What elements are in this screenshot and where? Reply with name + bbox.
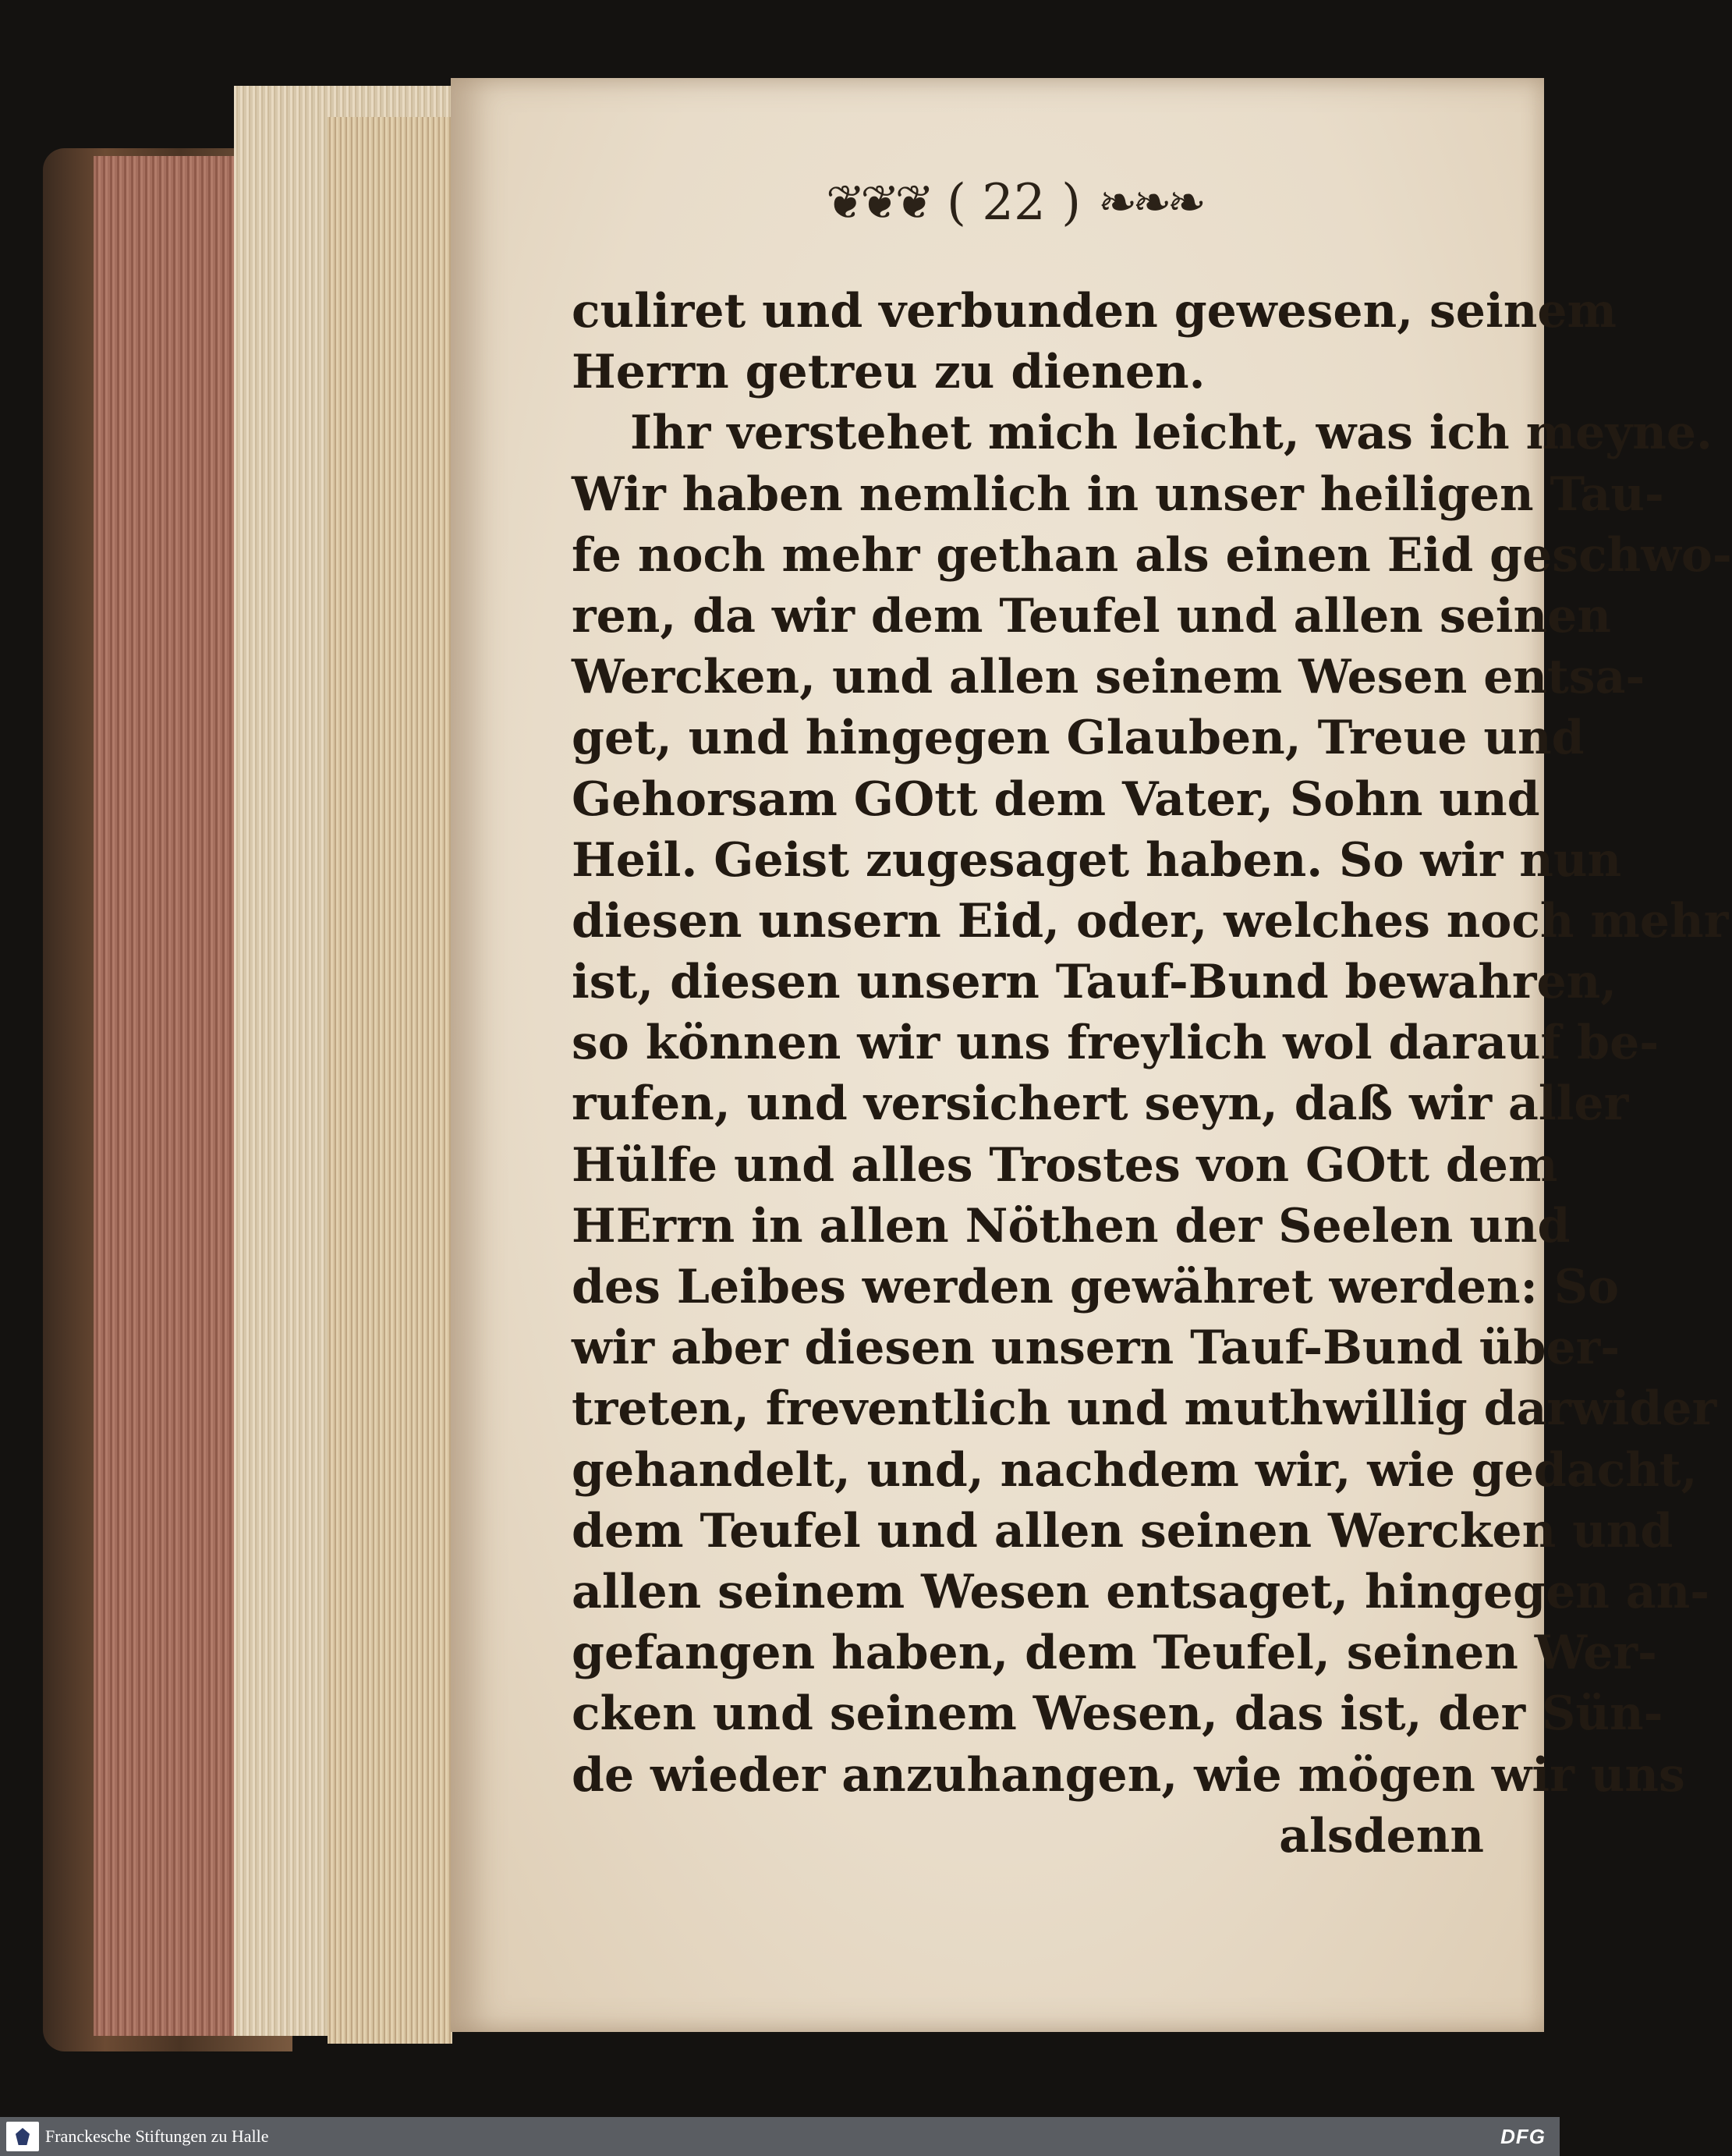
institution-name: Franckesche Stiftungen zu Halle [45,2126,269,2146]
text-line [572,769,1540,830]
text-line-content: so können wir uns freylich wol darauf be- [572,1016,1659,1071]
text-line [572,402,1713,463]
text-line-content: dem Teufel und allen seinen Wercken und [572,1503,1674,1558]
text-line-content: Herrn getreu zu dienen. [572,345,1206,400]
ornament-left-icon: ❦❦❦ [826,176,930,230]
text-line [572,1745,1685,1806]
page-stack [328,117,452,2044]
text-line-content: wir aber diesen unsern Tauf-Bund über- [572,1321,1620,1376]
text-line-content: fe noch mehr gethan als einen Eid geschwo- [572,527,1732,583]
text-line [572,891,1729,952]
text-line-content: Wir haben nemlich in unser heiligen Tau- [572,466,1664,522]
text-line-content: gehandelt, und, nachdem wir, wie gedacht, [572,1442,1698,1498]
text-line-content: culiret und verbunden gewesen, seinem [572,284,1617,339]
text-line [572,1073,1629,1134]
text-line [572,1257,1620,1317]
text-line-content: get, und hingegen Glauben, Treue und [572,711,1585,766]
text-line [572,342,1484,402]
text-line-content: ren, da wir dem Teufel und allen seinen [572,588,1611,644]
text-line [572,1012,1659,1073]
catchword [572,1806,1484,1867]
text-line [572,647,1645,707]
text-line-content: Wercken, und allen seinem Wesen entsa- [572,650,1645,705]
text-line-content: Hülfe und alles Trostes von GOtt dem [572,1137,1558,1193]
text-line-content: cken und seinem Wesen, das ist, der Sün- [572,1686,1663,1742]
text-line-content: treten, freventlich und muthwillig darwider [572,1381,1717,1437]
text-line-content: des Leibes werden gewähret werden: So [572,1260,1620,1314]
text-line [572,707,1585,768]
text-line-content: HErrn in allen Nöthen der Seelen und [572,1198,1571,1254]
text-line [572,586,1611,647]
page-number: ( 22 ) [946,174,1082,232]
text-line [572,1135,1558,1196]
catchword-text: alsdenn [1279,1808,1484,1863]
text-line [572,1622,1657,1683]
text-line [572,952,1617,1012]
body-text [572,281,1732,1867]
text-line [572,525,1732,586]
text-line [572,281,1617,342]
text-line [572,830,1622,891]
text-line-content: diesen unsern Eid, oder, welches noch mehr [572,893,1729,949]
text-line [572,1501,1674,1562]
running-head [780,168,1248,238]
text-line-content: Ihr verstehet mich leicht, was ich meyne. [630,406,1713,461]
text-line-content: de wieder anzuhangen, wie mögen wir uns [572,1747,1685,1803]
text-line [572,1196,1571,1257]
text-line [572,1562,1710,1622]
text-line [572,1317,1620,1378]
text-line [572,1683,1663,1744]
text-line-content: Gehorsam GOtt dem Vater, Sohn und [572,771,1540,827]
text-line-content: Heil. Geist zugesaget haben. So wir nun [572,832,1622,888]
text-line [572,464,1664,525]
text-line-content: ist, diesen unsern Tauf-Bund bewahren, [572,955,1617,1010]
text-line-content: rufen, und versichert seyn, daß wir aller [572,1076,1629,1132]
text-line-content: gefangen haben, dem Teufel, seinen Wer- [572,1626,1657,1681]
institution-logo-icon [6,2122,39,2151]
viewer-footer [0,2117,1560,2156]
text-line-content: allen seinem Wesen entsaget, hingegen an- [572,1564,1710,1619]
ornament-right-icon: ❧❧❧ [1098,176,1202,230]
text-line [572,1440,1698,1501]
text-line [572,1378,1717,1439]
dfg-logo: DFG [1500,2125,1546,2148]
